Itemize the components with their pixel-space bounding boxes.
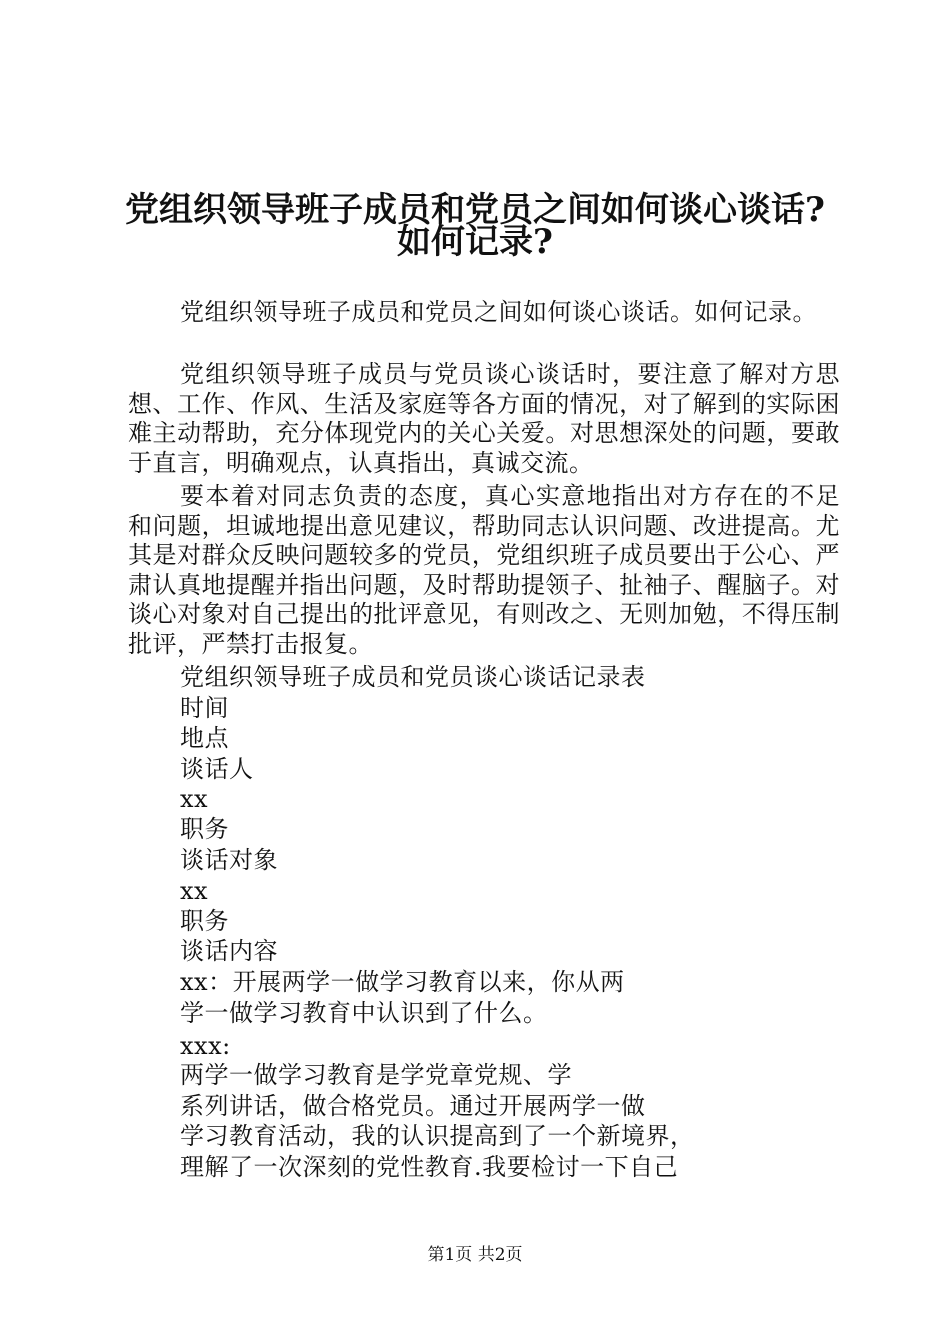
page-footer: 第1页 共2页	[427, 1245, 523, 1265]
record-content-line: 两学一做学习教育是学党章党规、学	[180, 1061, 572, 1089]
record-table-title: 党组织领导班子成员和党员谈心谈话记录表	[180, 663, 646, 691]
record-label-interviewee-position: 职务	[180, 907, 229, 935]
record-content-line: xx：开展两学一做学习教育以来，你从两	[180, 968, 625, 996]
record-label-time: 时间	[180, 694, 229, 722]
record-content-line: 学一做学习教育中认识到了什么。	[180, 999, 548, 1027]
record-label-content: 谈话内容	[180, 937, 278, 965]
document-title-line-1: 党组织领导班子成员和党员之间如何谈心谈话?	[125, 190, 825, 230]
document-subtitle: 党组织领导班子成员和党员之间如何谈心谈话。如何记录。	[180, 298, 817, 326]
record-label-speaker: 谈话人	[180, 755, 254, 783]
paragraph-1: 党组织领导班子成员与党员谈心谈话时，要注意了解对方思想、工作、作风、生活及家庭等各方面的情况，对了解到的实际困难主动帮助，充分体现党内的关心关爱。对思想深处的问题，要敢于直言，明确观点，认真指出，真诚交流。	[128, 360, 840, 477]
record-label-interviewee: 谈话对象	[180, 846, 278, 874]
record-value-interviewee-name: xx	[180, 877, 209, 905]
record-content-line: 学习教育活动，我的认识提高到了一个新境界，	[180, 1122, 695, 1150]
record-content-line: xxx:	[180, 1032, 231, 1060]
record-label-speaker-position: 职务	[180, 815, 229, 843]
record-content-line: 理解了一次深刻的党性教育.我要检讨一下自己	[180, 1153, 679, 1181]
record-value-speaker-name: xx	[180, 785, 209, 813]
record-label-place: 地点	[180, 724, 229, 752]
paragraph-2: 要本着对同志负责的态度，真心实意地指出对方存在的不足和问题，坦诚地提出意见建议，帮助同志认识问题、改进提高。尤其是对群众反映问题较多的党员，党组织班子成员要出于公心、严肃认真地提醒并指出问题，及时帮助提领子、扯袖子、醒脑子。对谈心对象对自己提出的批评意见，有则改之、无则加勉，不得压制批评，严禁打击报复。	[128, 482, 840, 658]
document-title-line-2: 如何记录?	[397, 222, 553, 262]
record-content-line: 系列讲话，做合格党员。通过开展两学一做	[180, 1092, 646, 1120]
